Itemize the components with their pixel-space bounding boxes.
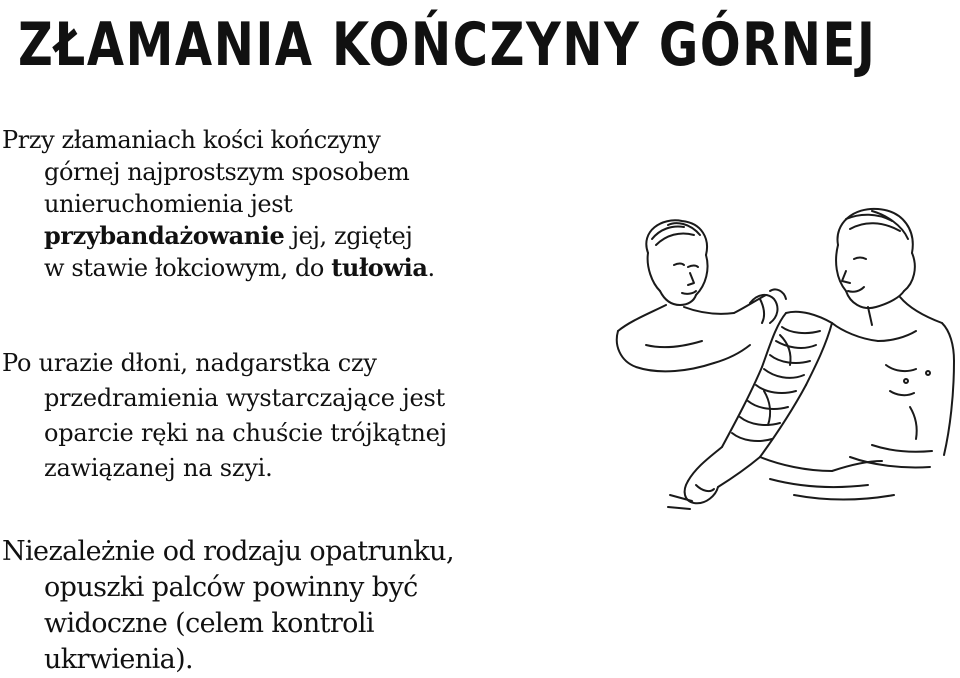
paragraph-line [2, 220, 435, 252]
paragraph-line: oparcie ręki na chuście trójkątnej [44, 419, 447, 447]
paragraph-line [2, 252, 435, 284]
paragraph-line: górnej najprostszym sposobem [44, 158, 410, 186]
paragraph-line: widoczne (celem kontroli [44, 608, 374, 639]
line-text: w stawie łokciowym, do [44, 254, 332, 282]
line-text: jej, zgiętej [284, 222, 413, 250]
bold-term-torso: tułowia [331, 253, 428, 282]
paragraph-line: przedramienia wystarczające jest [44, 384, 446, 412]
helper-figure [617, 220, 786, 371]
patient-figure [832, 209, 954, 468]
paragraph-hand-injury [2, 346, 447, 486]
bandaged-arm [668, 312, 832, 509]
paragraph-upper-limb-immobilization [2, 124, 435, 284]
bandaging-arm-illustration [610, 195, 960, 525]
paragraph-line: unieruchomienia jest [44, 190, 293, 218]
paragraph-line: Po urazie dłoni, nadgarstka czy [2, 349, 377, 377]
paragraph-fingertips-visible [2, 534, 454, 678]
page-title: ZŁAMANIA KOŃCZYNY GÓRNEJ [18, 10, 877, 80]
paragraph-line: zawiązanej na szyi. [44, 454, 273, 482]
paragraph-line: ukrwienia). [44, 644, 194, 675]
paragraph-line: Niezależnie od rodzaju opatrunku, [2, 536, 454, 567]
bold-term-bandaging: przybandażowanie [44, 221, 285, 250]
line-text: . [427, 254, 435, 282]
paragraph-line: opuszki palców powinny być [44, 572, 418, 603]
paragraph-line: Przy złamaniach kości kończyny [2, 126, 381, 154]
